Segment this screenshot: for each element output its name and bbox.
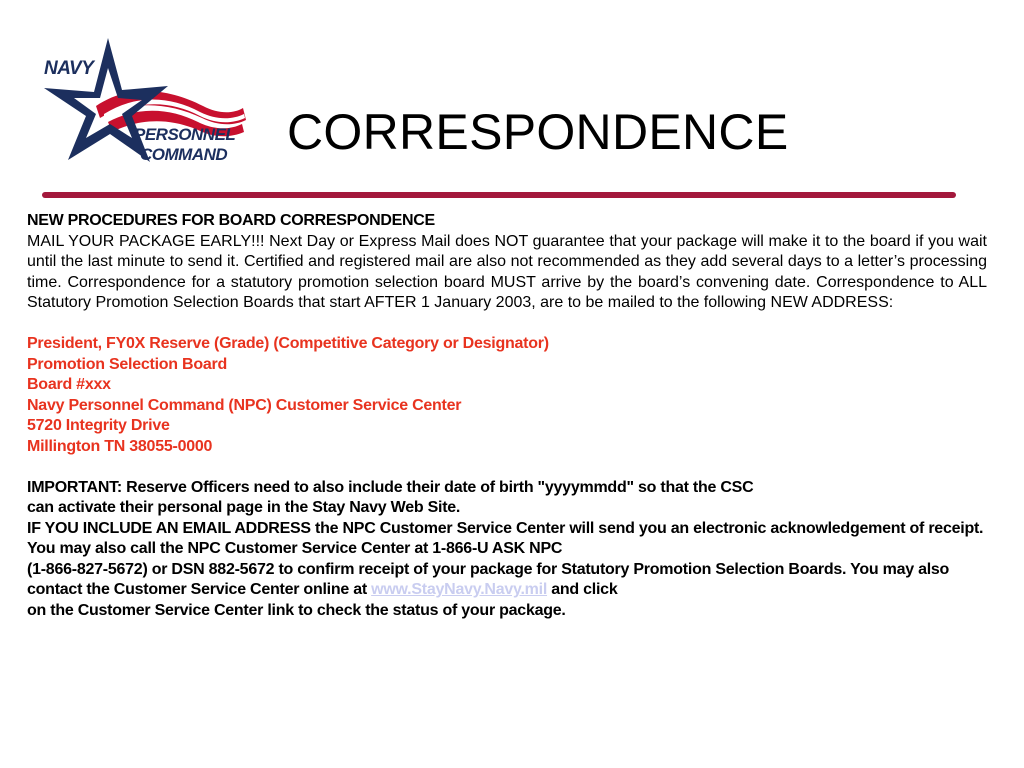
page-title: CORRESPONDENCE bbox=[287, 104, 789, 160]
mailing-address bbox=[27, 334, 987, 457]
address-line: Promotion Selection Board bbox=[27, 355, 227, 373]
phone-notice bbox=[27, 560, 987, 601]
address-line: Board #xxx bbox=[27, 376, 111, 393]
phone-notice-text: (1-866-827-5672) or DSN 882-5672 to confirm receipt of your package for Statutory Promotion Selection Boards. You may also contact the Customer Service Center online at bbox=[27, 560, 950, 598]
content-area bbox=[27, 211, 987, 621]
important-notes bbox=[27, 478, 987, 622]
section-heading: NEW PROCEDURES FOR BOARD CORRESPONDENCE bbox=[27, 212, 435, 229]
address-line: Navy Personnel Command (NPC) Customer Service Center bbox=[27, 396, 462, 414]
title-divider bbox=[42, 192, 956, 198]
logo-command-text: COMMAND bbox=[140, 145, 228, 164]
address-line: Millington TN 38055-0000 bbox=[27, 437, 213, 455]
spacer bbox=[27, 314, 987, 335]
address-line: President, FY0X Reserve (Grade) (Competitive Category or Designator) bbox=[27, 335, 549, 352]
email-notice: IF YOU INCLUDE AN EMAIL ADDRESS the NPC Customer Service Center will send you an electronic acknowledgement of receipt. You may also call the NPC Customer Service Center at 1-866-U ASK NPC bbox=[27, 519, 984, 557]
address-line: 5720 Integrity Drive bbox=[27, 417, 170, 434]
status-notice: on the Customer Service Center link to check the status of your package. bbox=[27, 601, 566, 619]
navy-personnel-command-logo bbox=[38, 34, 250, 174]
spacer bbox=[27, 457, 987, 478]
logo-navy-text: NAVY bbox=[44, 58, 94, 79]
staynavy-link[interactable]: www.StayNavy.Navy.mil bbox=[371, 581, 548, 598]
important-line: can activate their personal page in the Stay Navy Web Site. bbox=[27, 499, 461, 516]
section-body: MAIL YOUR PACKAGE EARLY!!! Next Day or Express Mail does NOT guarantee that your package will make it to the board if you wait until the last minute to send it. Certified and registered mail are also not recommended as they add several days to a letter’s processing time. Correspondence for a statutory promotion selection board MUST arrive by the board’s convening date. Correspondence to ALL Statutory Promotion Selection Boards that start AFTER 1 January 2003, are to be mailed to the following NEW ADDRESS: bbox=[27, 232, 987, 311]
important-line: IMPORTANT: Reserve Officers need to also include their date of birth "yyyymmdd" so that the CSC bbox=[27, 478, 754, 496]
after-link-text: and click bbox=[551, 581, 618, 598]
logo-personnel-text: PERSONNEL bbox=[134, 125, 236, 144]
